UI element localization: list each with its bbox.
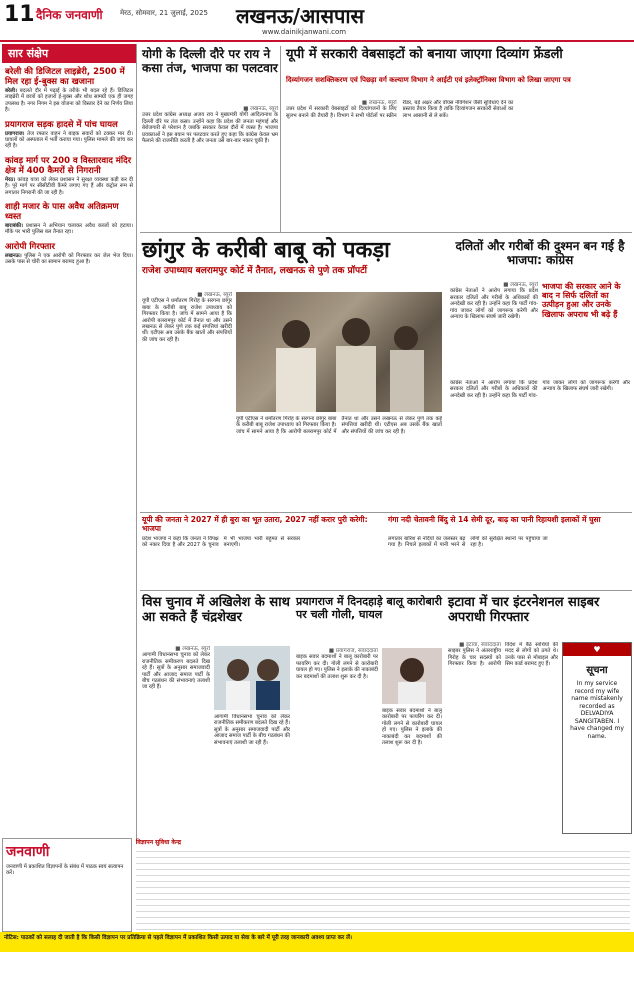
- brief-body: बदलते दौर में पढ़ाई के तरीके भी बदल रहे हैं। डिजिटल लाइब्रेरी में छात्रों को हजारों ई-बुक्स और शोध सामग्री एक ही जगह उपलब्ध है। नगर निगम ने इस योजना को विस्तार देने का निर्णय लिया है।: [5, 88, 133, 114]
- story-prayagraj-byline: ■ प्रयागराज, संवाददाता: [328, 648, 378, 654]
- story-dalit-byline: ■ लखनऊ, ब्यूरो: [503, 282, 538, 288]
- notice-banner: [0, 932, 634, 952]
- story-yogi-byline: ■ लखनऊ, ब्यूरो: [243, 106, 278, 112]
- story-divyang-byline: ■ लखनऊ, ब्यूरो: [361, 100, 397, 106]
- classified-ad-box: [562, 642, 632, 834]
- brief-2: [2, 120, 136, 150]
- story-dalit-body-cont: [450, 380, 630, 508]
- paper-name: दैनिक जनवाणी: [36, 8, 103, 22]
- brief-place: बाराबंकी।: [5, 223, 24, 230]
- ad-badge: [563, 643, 631, 656]
- brief-place: लखनऊ।: [5, 252, 22, 259]
- story-chhangur-cont: [236, 416, 442, 508]
- story-prayagraj-headline: प्रयागराज में दिनदहाड़े बालू कारोबारी पर चली गोली, घायल: [296, 595, 443, 621]
- notice-text: नोटिस: पाठकों को सलाह दी जाती है कि किसी विज्ञापन पर प्रतिक्रिया से पहले विज्ञापन में प्रकाशित किसी उत्पाद या सेवा के बारे में पूरी तरह जानकारी अवश्य प्राप्त कर लें।: [4, 935, 353, 941]
- brief-body: तेज रफ्तार वाहन ने बाइक सवारों को टक्कर मार दी। घायलों को अस्पताल में भर्ती कराया गया। पुलिस मामले की जांच कर रही है।: [5, 130, 133, 150]
- story-chhangur-photo: [236, 292, 442, 412]
- story-chhangur-byline: ■ लखनऊ, ब्यूरो: [197, 292, 232, 298]
- story-chhangur-body: [142, 292, 232, 508]
- story-prayagraj-body-cont: [382, 708, 442, 832]
- brief-place: बरेली।: [5, 88, 17, 94]
- story-ganga-text: लगातार बारिश से नदियों का जलस्तर बढ़ गया है। निचले इलाकों में पानी भरने से लोगों को सुरक्षित स्थानों पर पहुंचाया जा रहा है।: [388, 536, 548, 549]
- sidebar-title: सार संक्षेप: [2, 44, 136, 63]
- brief-place: मेरठ।: [5, 176, 16, 183]
- ad-title: सूचना: [586, 665, 608, 676]
- brief-body: पुलिस ने एक आरोपी को गिरफ्तार कर जेल भेज दिया। उसके पास से चोरी का सामान बरामद हुआ है।: [5, 252, 133, 266]
- story-chhangur-text-cont: यूपी एटीएस ने धर्मांतरण गिरोह के सरगना छांगुर बाबा के करीबी बाबू राजेश उपाध्याय को गिरफ्तार किया है। जांच में सामने आया है कि आरोपी बलरामपुर कोर्ट में तैनात था और उसने लखनऊ से लेकर पुणे तक कई संपत्तियां खरीदी थीं। एटीएस अब उसके बैंक खातों और संपत्तियों की जांच कर रही है।: [236, 416, 442, 435]
- story-chhangur-subhead: राजेश उपाध्याय बलरामपुर कोर्ट में तैनात, लखनऊ से पुणे तक प्रॉपर्टी: [142, 266, 367, 276]
- footer: [0, 838, 634, 988]
- footer-directory-lines: [136, 846, 630, 930]
- story-yogi-headline: योगी के दिल्ली दौरे पर राय ने कसा तंज, भाजपा का पलटवार: [142, 47, 278, 75]
- brief-headline: बरेली की डिजिटल लाइब्रेरी, 2500 में मिल रहा ई-बुक्स का खजाना: [5, 67, 125, 87]
- brief-1: [2, 67, 136, 114]
- brief-5: [2, 242, 136, 266]
- ad-text: In my service record my wife name mistakenly recorded as DELVADIYA SANGITABEN. I have changed my name.: [570, 680, 624, 740]
- story-etawah-byline: ■ इटावा, संवाददाता: [459, 642, 501, 648]
- story-prayagraj-text: बाइक सवार बदमाशों ने बालू कारोबारी पर फायरिंग कर दी। गोली लगने से कारोबारी घायल हो गए। पुलिस ने इलाके की नाकाबंदी कर बदमाशों की तलाश शुरू कर दी है।: [296, 654, 378, 680]
- footer-ad-directory: [136, 838, 630, 930]
- story-etawah-headline: इटावा में चार इंटरनेशनल साइबर अपराधी गिरफ्तार: [448, 595, 600, 625]
- story-up2027-body: [142, 536, 382, 586]
- story-divyang-subhead: दिव्यांगजन सशक्तिकरण एवं पिछड़ा वर्ग कल्याण विभाग ने आईटी एवं इलेक्ट्रॉनिक्स विभाग को लिखा जाएगा पत्र: [286, 76, 571, 84]
- brief-3: [2, 156, 136, 196]
- story-up2027-headline: यूपी की जनता ने 2027 में ही बुरा का भूत उतारा, 2027 नहीं करार पुरी करेगी: भाजपा: [142, 515, 368, 533]
- brief-4: [2, 202, 136, 236]
- story-etawah-text: साइबर पुलिस ने अंतरराष्ट्रीय गिरोह के चार सदस्यों को गिरफ्तार किया है। आरोपी विदेश में बैठे साथियों की मदद से लोगों को ठगते थे। उनके पास से मोबाइल और सिम कार्ड बरामद हुए हैं।: [448, 642, 558, 668]
- story-akhilesh-photo: [214, 646, 290, 710]
- story-dalit-callout: भाजपा की सरकार आने के बाद न सिर्फ दलितों का उत्पीड़न हुआ और उनके खिलाफ अपराध भी बढ़े हैं: [542, 282, 621, 319]
- footer-paper-name: जनवाणी: [6, 844, 50, 860]
- story-chhangur-headline: छांगुर के करीबी बाबू को पकड़ा: [142, 238, 390, 263]
- heart-icon: ♥: [593, 645, 601, 654]
- brief-body: प्रशासन ने अभियान चलाकर अवैध कब्जों को हटाया। मौके पर भारी पुलिस बल तैनात रहा।: [5, 223, 133, 236]
- footer-office-label: विज्ञापन सुविधा केन्द्र: [136, 839, 182, 846]
- story-dalit-body: [450, 282, 538, 374]
- story-dalit-headline: दलितों और गरीबों की दुश्मन बन गई है भाजपा: कांग्रेस: [455, 239, 625, 267]
- story-akhilesh-text-cont: आगामी विधानसभा चुनाव को लेकर राजनीतिक समीकरण बदलते दिख रहे हैं। सूत्रों के अनुसार समाजवादी पार्टी और आजाद समाज पार्टी के बीच गठबंधन की संभावनाएं तलाशी जा रही हैं।: [214, 714, 290, 746]
- column-rule: [280, 46, 281, 232]
- story-prayagraj-body: [296, 648, 378, 832]
- page-number: 11: [4, 2, 35, 27]
- story-akhilesh-text: आगामी विधानसभा चुनाव को लेकर राजनीतिक समीकरण बदलते दिख रहे हैं। सूत्रों के अनुसार समाजवादी पार्टी और आजाद समाज पार्टी के बीच गठबंधन की संभावनाएं तलाशी जा रही हैं।: [142, 652, 210, 691]
- photo-people-icon: [236, 292, 442, 412]
- brief-headline: शाही मजार के पास अवैध अतिक्रमण ध्वस्त: [5, 202, 119, 223]
- brief-body: कांवड़ यात्रा को लेकर प्रशासन ने सुरक्षा व्यवस्था कड़ी कर दी है। पूरे मार्ग पर सीसीटीवी कैमरे लगाए गए हैं और कंट्रोल रूम से लगातार निगरानी की जा रही है।: [5, 176, 133, 196]
- brief-place: प्रयागराज।: [5, 130, 25, 137]
- portrait-icon: [214, 646, 290, 710]
- story-etawah-body: [448, 642, 558, 832]
- story-yogi-text: उत्तर प्रदेश कांग्रेस अध्यक्ष अजय राय ने मुख्यमंत्री योगी आदित्यनाथ के दिल्ली दौरे पर तंज कसा। उन्होंने कहा कि प्रदेश की जनता महंगाई और बेरोजगारी से परेशान है जबकि सरकार केवल दौरों में व्यस्त है। भाजपा प्रवक्ताओं ने इस बयान पर पलटवार करते हुए कहा कि कांग्रेस केवल भ्रम फैलाने की राजनीति करती है और जनता उसे बार-बार नकार चुकी है।: [142, 112, 278, 145]
- brief-headline: प्रयागराज सड़क हादसे में पांच घायल: [5, 119, 118, 130]
- horizontal-rule: [140, 590, 632, 591]
- story-akhilesh-body: [142, 646, 210, 832]
- footer-note: जनवाणी में प्रकाशित विज्ञापनों के संबंध में पाठक स्वयं सत्यापन करें।: [6, 864, 124, 877]
- masthead: [0, 0, 634, 42]
- story-ganga-headline: गंगा नदी चेतावनी बिंदु से 14 सेमी दूर, बाढ़ का पानी रिहायशी इलाकों में घुसा: [388, 515, 601, 524]
- story-ganga-body: [388, 536, 630, 586]
- horizontal-rule: [140, 232, 632, 233]
- footer-paper-box: [2, 838, 132, 932]
- story-yogi-body: [142, 106, 278, 224]
- story-prayagraj-photo: [382, 648, 442, 704]
- story-dalit-text-cont: कांग्रेस नेताओं ने आरोप लगाया कि प्रदेश सरकार दलितों और गरीबों के अधिकारों की अनदेखी कर रही है। उन्होंने कहा कि पार्टी गांव-गांव जाकर लोगों को जागरूक करेगी और अन्याय के खिलाफ संघर्ष जारी रखेगी।: [450, 380, 630, 399]
- story-divyang-text: उत्तर प्रदेश में सरकारी वेबसाइटों को दिव्यांगजनों के लिए सुलभ बनाने की तैयारी है। विभाग ने सभी पोर्टलों पर स्क्रीन रीडर, बड़े अक्षर और वॉयस नेविगेशन जैसी सुविधाएं देने का प्रस्ताव तैयार किया है ताकि दिव्यांगजन सरकारी सेवाओं का लाभ आसानी से ले सकें।: [286, 100, 514, 119]
- portrait-icon: [382, 648, 442, 704]
- story-up2027-text: प्रदेश भाजपा ने कहा कि जनता ने विपक्ष को नकार दिया है और 2027 के चुनाव में भी भाजपा भारी बहुमत से सरकार बनाएगी।: [142, 536, 301, 549]
- dateline: मेरठ, सोमवार, 21 जुलाई, 2025: [120, 9, 208, 17]
- brief-headline: आरोपी गिरफ्तार: [5, 241, 55, 252]
- story-akhilesh-body-cont: [214, 714, 290, 832]
- horizontal-rule: [140, 512, 632, 513]
- website: www.dainikjanwani.com: [262, 28, 347, 36]
- section-title: लखनऊ/आसपास: [236, 4, 365, 28]
- story-akhilesh-byline: ■ लखनऊ, ब्यूरो: [175, 646, 210, 652]
- story-akhilesh-headline: विस चुनाव में अखिलेश के साथ आ सकते हैं चंद्रशेखर: [142, 595, 290, 625]
- brief-headline: कांवड़ मार्ग पर 200 व विस्तारवाद मंदिर क्षेत्र में 400 कैमरों से निगरानी: [5, 155, 132, 176]
- story-dalit-text: कांग्रेस नेताओं ने आरोप लगाया कि प्रदेश सरकार दलितों और गरीबों के अधिकारों की अनदेखी कर रही है। उन्होंने कहा कि पार्टी गांव-गांव जाकर लोगों को जागरूक करेगी और अन्याय के खिलाफ संघर्ष जारी रखेगी।: [450, 288, 538, 321]
- story-prayagraj-text-cont: बाइक सवार बदमाशों ने बालू कारोबारी पर फायरिंग कर दी। गोली लगने से कारोबारी घायल हो गए। पुलिस ने इलाके की नाकाबंदी कर बदमाशों की तलाश शुरू कर दी है।: [382, 708, 442, 747]
- sidebar-briefs: [2, 44, 137, 844]
- story-chhangur-text: यूपी एटीएस ने धर्मांतरण गिरोह के सरगना छांगुर बाबा के करीबी बाबू राजेश उपाध्याय को गिरफ्तार किया है। जांच में सामने आया है कि आरोपी बलरामपुर कोर्ट में तैनात था और उसने लखनऊ से लेकर पुणे तक कई संपत्तियां खरीदी थीं। एटीएस अब उसके बैंक खातों और संपत्तियों की जांच कर रही है।: [142, 298, 232, 343]
- story-divyang-headline: यूपी में सरकारी वेबसाइटों को बनाया जाएगा दिव्यांग फ्रेंडली: [286, 47, 563, 62]
- story-divyang-body: [286, 100, 630, 228]
